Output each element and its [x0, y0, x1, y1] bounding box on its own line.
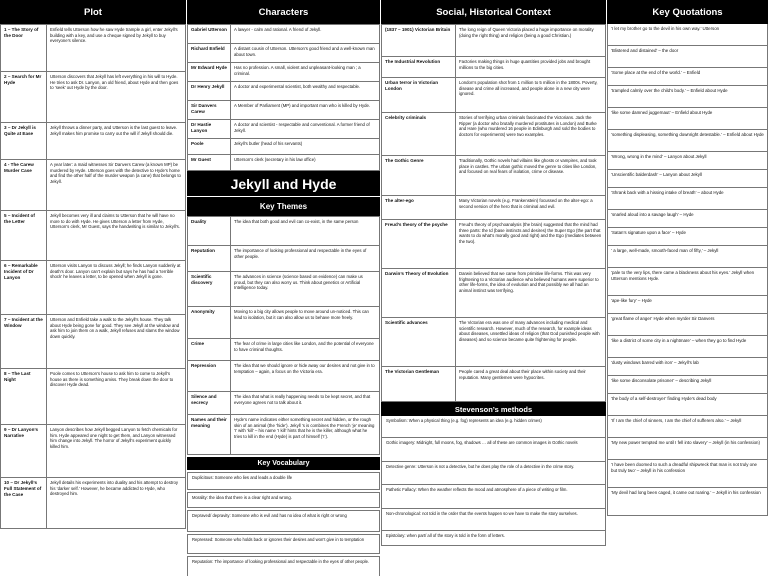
plot-row-text: A year later: a maid witnesses Sir Danvers Carew (a known MP) be murdered by Hyde. Utterson goes with the detective to Hyde’s home and find the other half of the murder weapon (a cane) that belongs to Jekyll.: [47, 160, 186, 211]
context-row: [382, 318, 606, 367]
quote-item: ‘Some place at the end of the world.’ – Enfield: [607, 68, 768, 86]
context-row-text: The Victorian era was one of many advances including medical and scientific research. However, much of the research, for example ideas about diseases, unsettled ideas of religion (that God punished people with diseases) and so science became quite frightening for people.: [456, 318, 606, 367]
context-row-label: Urban terror in Victorian London: [382, 78, 456, 113]
vocab-item: Reputation: The importance of looking professional and respectable in the eyes of other people.: [187, 556, 380, 576]
quote-item: ‘the body of a self-destroyer’ finding Hyde’s dead body: [607, 394, 768, 416]
method-item: Epistolary: when part/ all of the story is told in the form of letters.: [381, 531, 606, 546]
plot-table: [0, 24, 186, 529]
context-row-label: The Industrial Revolution: [382, 57, 456, 78]
theme-row-label: Duality: [188, 217, 231, 246]
theme-row: [188, 272, 380, 307]
theme-row-label: Reputation: [188, 246, 231, 272]
character-row-text: A doctor and experimental scientist, both wealthy and respectable.: [231, 82, 380, 101]
plot-row: [1, 261, 186, 315]
character-row: [188, 25, 380, 44]
context-row: [382, 25, 606, 57]
plot-row-label: 6 – Remarkable Incident of Dr Lanyon: [1, 261, 47, 315]
theme-row-label: Crime: [188, 339, 231, 361]
theme-row-label: Silence and secrecy: [188, 392, 231, 415]
context-row-text: London’s population shot from 1 million to 5 million in the 1800s. Poverty, disease and crime all increased, and people alone in a new city were ignored.: [456, 78, 606, 113]
methods-list: [381, 416, 606, 546]
method-item: Pathetic Fallacy: When the weather reflects the mood and atmosphere of a piece of writing or film.: [381, 485, 606, 509]
quote-item: ‘pale to the very lips, there came a blackness about his eyes.’ Jekyll when Utterson mentions Hyde.: [607, 268, 768, 296]
context-row-text: Stories of terrifying urban criminals fascinated the Victorians. Jack the Ripper (a doctor who brutally murdered prostitutes in London) and Burke and Hare (who murdered 16 people in Edinburgh and sold the bodies to doctors for experiments) were two examples.: [456, 113, 606, 156]
theme-row-text: The fear of crime in large cities like London, and the potential of everyone to have criminal thoughts.: [231, 339, 380, 361]
character-row-text: A lawyer - calm and rational. A friend of Jekyll.: [231, 25, 380, 44]
theme-row: [188, 361, 380, 392]
quote-item: ‘like a district of some city in a nightmare’ – when they go to find Hyde: [607, 336, 768, 358]
plot-row: [1, 425, 186, 478]
theme-row-label: Scientific discovery: [188, 272, 231, 307]
context-row-text: Traditionally, Gothic novels had villains like ghosts or vampires, and took place in castles. The urban gothic moved the genre to cities like London, and focused on real fears of isolation, crime or disease.: [456, 156, 606, 196]
quote-item: ‘Blistered and distained’ – the door: [607, 46, 768, 68]
theme-row: [188, 339, 380, 361]
plot-row-label: 1 – The Story of the Door: [1, 25, 47, 72]
quote-item: ‘like some damned juggernaut’ – Enfield about Hyde: [607, 108, 768, 130]
context-row-label: (1837 – 1901) Victorian Britain: [382, 25, 456, 57]
theme-row: [188, 415, 380, 455]
quote-item: ‘trampled calmly over the child’s body.’ – Enfield about Hyde: [607, 86, 768, 108]
quote-item: ‘My devil had long been caged, it came out roaring.’ – Jekyll in his confession: [607, 488, 768, 516]
context-header: Social, Historical Context: [381, 0, 606, 24]
plot-row: [1, 72, 186, 123]
context-row-label: Celebrity criminals: [382, 113, 456, 156]
plot-row-label: 2 – Search for Mr Hyde: [1, 72, 47, 123]
theme-row-text: The idea that both good and evil can co-exist, in the same person: [231, 217, 380, 246]
plot-row-text: Jekyll becomes very ill and claims to Utterson that he will have no more to do with Hyde. He gives Utterson a letter from Hyde, Utterson’s clerk, Mr Guest, says the handwriting is similar to Jekyll’s.: [47, 211, 186, 261]
context-row-text: Factories making things in huge quantities provided jobs and brought millions to the big cities.: [456, 57, 606, 78]
context-row-label: Freud’s theory of the psyche: [382, 220, 456, 269]
context-row: [382, 57, 606, 78]
character-row: [188, 82, 380, 101]
plot-row-label: 7 – Incident at the Window: [1, 315, 47, 369]
context-table: [381, 24, 606, 402]
theme-row-label: Anonymity: [188, 307, 231, 339]
quote-item: ‘great flame of anger’ Hyde when myrder Sir Danvers: [607, 314, 768, 336]
themes-table: [187, 216, 380, 455]
plot-row: [1, 478, 186, 529]
plot-row-text: Lanyon describes how Jekyll begged Lanyon to fetch chemicals for him. Hyde appeared one night to get them, and Lanyon witnessed him change into Jekyll. The horror of Jekyll’s experiment quickly killed him.: [47, 425, 186, 478]
quote-item: ‘like some disconsolate prisoner’ – describing Jekyll: [607, 376, 768, 394]
context-row: [382, 156, 606, 196]
plot-row: [1, 25, 186, 72]
theme-row-text: The advances in science (science based on evidence) can make us proud, but they can also worry us. Think about genetics or Artificial Intelligence today.: [231, 272, 380, 307]
character-row-label: Poole: [188, 139, 231, 155]
quote-item: ‘ a large, well-made, smooth-faced man of fifty,’ – Jekyll: [607, 246, 768, 268]
context-row: [382, 113, 606, 156]
context-row: [382, 220, 606, 269]
character-row-text: A Member of Parliament (MP) and important man who is killed by Hyde.: [231, 101, 380, 120]
vocab-item: Morality: the idea that there is a clear right and wrong.: [187, 492, 380, 508]
plot-row: [1, 315, 186, 369]
vocab-list: [187, 472, 380, 576]
context-row-text: Darwin believed that we came from primitive life-forms. This was very frightening to a Victorian audience who believed humans were superior to other life-forms, the idea of evolution and that possibly we all had an animal instinct was terrifying.: [456, 269, 606, 318]
context-row-text: Freud’s theory of psychoanalysis (the brain) suggested that the mind had three parts: the Id (base instincts and desires) the Super Ego (the part that wants to do what’s morally good and right) and the Ego (mediates between the two).: [456, 220, 606, 269]
quote-item: ‘ape-like fury’ – Hyde: [607, 296, 768, 314]
character-row: [188, 101, 380, 120]
character-row: [188, 44, 380, 63]
character-row: [188, 155, 380, 171]
plot-row-text: Jekyll throws a dinner party, and Utterson is the last guest to leave. Jekyll makes him promise to carry out the will if Jekyll should die.: [47, 123, 186, 160]
context-column: [381, 0, 606, 546]
theme-row-text: Hyde’s name indicates either something secret and hidden, or the rough skin of an animal (the ‘hide’). Jekyll ’s is combines the French ‘je’ meaning ‘I’ with ‘kill’ – his name ‘I kill’ hints that he is the killer, although what he tries to kill in the end (Hyde) is part of himself (‘I’).: [231, 415, 380, 455]
context-row-label: Darwin’s Theory of Evolution: [382, 269, 456, 318]
character-row-text: A doctor and scientist - respectable and conventional. A former friend of Jekyll.: [231, 120, 380, 139]
plot-row-text: Utterson and Enfield take a walk to the Jekyll’s house. They talk about Hyde being gone for good. They see Jekyll at the window and ask him to join them on a walk, Jekyll refuses and slams the window down quickly.: [47, 315, 186, 369]
method-item: Gothic imagery: Midnight, full moons, fog, shadows … all of these are common images in Gothic novels: [381, 438, 606, 462]
theme-row-label: Names and their meaning: [188, 415, 231, 455]
plot-row-label: 3 – Dr Jekyll is Quite at Ease: [1, 123, 47, 160]
quote-item: ‘snarled aloud into a savage laugh’ – Hyde: [607, 210, 768, 228]
plot-row-label: 9 – Dr Lanyon’s Narrative: [1, 425, 47, 478]
quote-item: ‘Wrong, wrong in the mind’ – Lanyon about Jekyll: [607, 152, 768, 170]
middle-column: [187, 0, 380, 576]
theme-row-text: The importance of looking professional and respectable in the eyes of other people.: [231, 246, 380, 272]
plot-column: [0, 0, 186, 529]
plot-row: [1, 369, 186, 425]
theme-row-label: Repression: [188, 361, 231, 392]
plot-row-text: Jekyll details his experiments into duality and his attempt to destroy his ‘darker self.’ However, he became addicted to Hyde, who destroyed him.: [47, 478, 186, 529]
method-item: Detective genre: Utterson is not a detective, but he does play the role of a detective in the crime story.: [381, 462, 606, 485]
context-row: [382, 78, 606, 113]
theme-row: [188, 307, 380, 339]
character-row-text: A distant cousin of Utterson. Utterson’s good friend and a well-known man about town.: [231, 44, 380, 63]
character-row-label: Mr Guest: [188, 155, 231, 171]
plot-row-label: 10 – Dr Jekyll’s Full Statement of the Case: [1, 478, 47, 529]
quotations-header: Key Quotations: [607, 0, 768, 24]
page-title: Jekyll and Hyde: [187, 171, 380, 196]
character-row-label: Sir Danvers Carew: [188, 101, 231, 120]
character-row-text: Has no profession. A small, violent and unpleasant-looking man ; a criminal.: [231, 63, 380, 82]
context-row-text: People cared a great deal about their place within society and their reputation. Many gentlemen were hypocrites.: [456, 367, 606, 402]
context-row-label: The Victorian Gentleman: [382, 367, 456, 402]
method-item: Symbolism: When a physical thing (e.g. fog) represents an idea (e.g. hidden crimes): [381, 416, 606, 438]
plot-row: [1, 211, 186, 261]
plot-row-label: 4 - The Carew Murder Case: [1, 160, 47, 211]
theme-row: [188, 392, 380, 415]
theme-row: [188, 217, 380, 246]
context-row-label: Scientific advances: [382, 318, 456, 367]
quote-item: ‘something displeasing, something downright detestable.’ – Enfield about Hyde: [607, 130, 768, 152]
theme-row-text: The idea that what is really happening needs to be kept secret, and that everyone agrees not to talk about it.: [231, 392, 380, 415]
character-row-label: Mr Edward Hyde: [188, 63, 231, 82]
context-row: [382, 367, 606, 402]
context-row-text: Many Victorian novels (e.g. Frankenstein) focussed on the alter-ego: a second version of the hero that is criminal and evil.: [456, 196, 606, 220]
quote-item: ‘If I am the chief of sinners, I am the chief of sufferers also.’ – Jekyll: [607, 416, 768, 438]
vocab-item: Duplicitous: Someone who lies and leads a double life: [187, 472, 380, 490]
quote-item: ‘Shrank back with a hissing intake of breath’ – about Hyde: [607, 188, 768, 210]
theme-row: [188, 246, 380, 272]
plot-header: Plot: [0, 0, 186, 24]
character-row: [188, 139, 380, 155]
quote-item: ‘My new power tempted me until I fell into slavery’ – Jekyll (in his confession): [607, 438, 768, 460]
theme-row-text: The idea that we should ignore or hide away our desires and not give in to temptation – again, a focus on the Victoria era.: [231, 361, 380, 392]
plot-row-text: Poole comes to Utterson’s house to ask him to come to Jekyll’s house as there is something amiss. They break down the door to discover Hyde dead.: [47, 369, 186, 425]
quote-item: ‘dusty windows barred with iron’ – Jekyll’s lab: [607, 358, 768, 376]
character-row-label: Dr Henry Jekyll: [188, 82, 231, 101]
context-row-label: The Gothic Genre: [382, 156, 456, 196]
quote-list: [607, 24, 768, 516]
vocab-header: Key Vocabulary: [187, 457, 380, 470]
quote-item: ‘I let my brother go to the devil in his own way.’ Utterson: [607, 24, 768, 46]
plot-row-label: 8 – The Last Night: [1, 369, 47, 425]
quote-item: ‘Satan’s signature upon a face’ – Hyde: [607, 228, 768, 246]
quote-item: ‘Unscientific balderdash’ – Lanyon about Jekyll: [607, 170, 768, 188]
character-row-label: Gabriel Utterson: [188, 25, 231, 44]
plot-row: [1, 160, 186, 211]
characters-header: Characters: [187, 0, 380, 24]
context-row: [382, 196, 606, 220]
character-row: [188, 63, 380, 82]
character-row: [188, 120, 380, 139]
quotations-column: [607, 0, 768, 516]
plot-row-label: 5 – Incident of the Letter: [1, 211, 47, 261]
vocab-item: Depraved/ depravity: Someone who is evil and has no idea of what is right or wrong: [187, 510, 380, 532]
plot-row-text: Enfield tells Utterson how he saw Hyde trample a girl, enter Jekyll’s building with a key, and use a cheque signed by Jekyll to buy everyone’s silence.: [47, 25, 186, 72]
character-row-text: Utterson’s clerk (secretary in his law office): [231, 155, 380, 171]
context-row: [382, 269, 606, 318]
character-row-text: Jekyll’s butler (head of his servants): [231, 139, 380, 155]
themes-header: Key Themes: [187, 197, 380, 216]
theme-row-text: Moving to a big city allows people to move around un-noticed. This can lead to isolation, but it can also allow us to behave more freely.: [231, 307, 380, 339]
vocab-item: Repressed: Someone who holds back or ignores their desires and won’t give in to temptation: [187, 534, 380, 554]
methods-header: Stevenson’s methods: [381, 402, 606, 416]
plot-row-text: Utterson visits Lanyon to discuss Jekyll; he finds Lanyon suddenly at death’s door. Lanyon can’t explain but says he has had a ‘terrible shock’ he leaves a letter, to be opened when Jekyll is gone.: [47, 261, 186, 315]
context-row-label: The alter-ego: [382, 196, 456, 220]
method-item: Non-chronological: not told in the order that the events happen so we have to make the story ourselves.: [381, 509, 606, 531]
quote-item: ‘I have been doomed to such a dreadful shipwreck that man is not truly one but truly two’ – Jekyll in his confession: [607, 460, 768, 488]
plot-row: [1, 123, 186, 160]
character-row-label: Richard Enfield: [188, 44, 231, 63]
plot-row-text: Utterson discovers that Jekyll has left everything in his will to Hyde. He tries to ask Dr. Lanyon, an old friend, about Hyde and then goes to ‘seek’ out Hyde by the door.: [47, 72, 186, 123]
context-row-text: The long reign of Queen Victoria placed a huge importance on morality (doing the right thing) and religion (being a good Christian.): [456, 25, 606, 57]
characters-table: [187, 24, 380, 171]
character-row-label: Dr Hastie Lanyon: [188, 120, 231, 139]
